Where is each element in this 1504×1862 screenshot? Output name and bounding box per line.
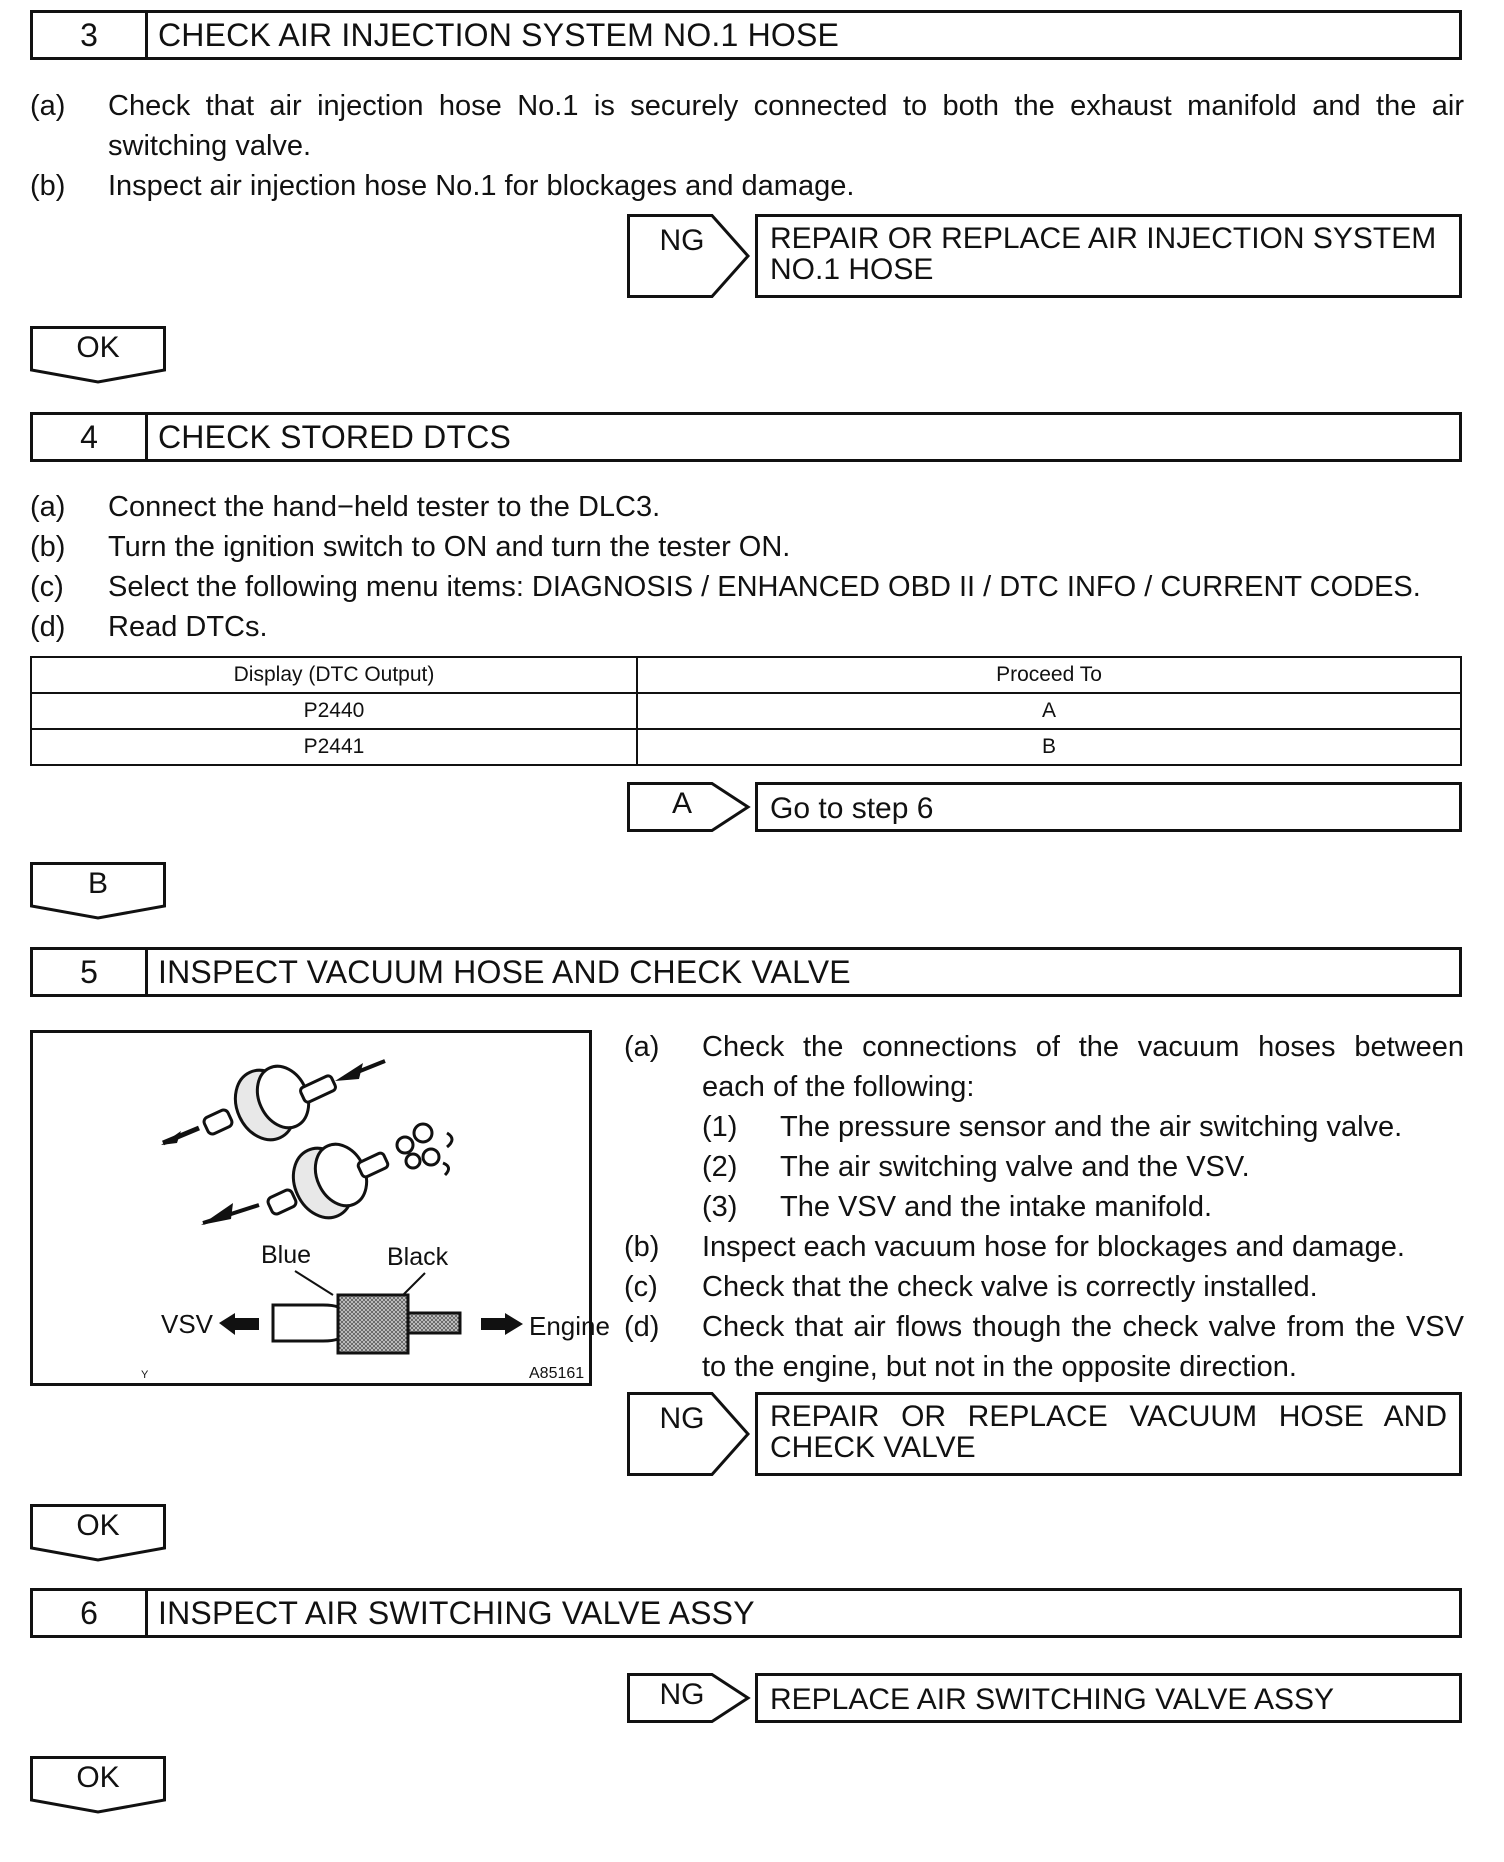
ok-button[interactable] [30, 326, 166, 384]
table-cell: P2440 [31, 693, 637, 729]
air-puff-icon [397, 1124, 452, 1175]
ng-arrow-tag[interactable] [627, 214, 751, 298]
ok-button[interactable] [30, 1504, 166, 1562]
step-6-header [30, 1588, 1462, 1638]
item-label: (a) [30, 90, 66, 122]
step-3-header [30, 10, 1462, 60]
ok-button[interactable] [30, 1756, 166, 1814]
item-label: (a) [624, 1031, 660, 1063]
item-text: Read DTCs. [108, 611, 268, 643]
ng-label: NG [659, 224, 705, 257]
step-4-header [30, 412, 1462, 462]
ng-label: NG [659, 1678, 705, 1711]
ng-arrow-tag[interactable] [627, 1673, 751, 1723]
step-number: 4 [33, 415, 148, 459]
item-text: Check that the check valve is correctly installed. [702, 1271, 1318, 1303]
a-result-box [755, 782, 1462, 832]
valve-top-icon [202, 1058, 336, 1150]
item-text: Inspect air injection hose No.1 for blockages and damage. [108, 170, 855, 202]
step-title: INSPECT AIR SWITCHING VALVE ASSY [158, 1594, 755, 1631]
subitem-label: (3) [702, 1191, 738, 1223]
step-5-header [30, 947, 1462, 997]
item-text: Turn the ignition switch to ON and turn the tester ON. [108, 531, 791, 563]
item-text: Check that air injection hose No.1 is securely connected to both the exhaust manifold and the air [108, 90, 1464, 122]
ng-result-box [755, 1392, 1462, 1476]
check-valve-illustration [33, 1033, 610, 1383]
item-text-cont: to the engine, but not in the opposite direction. [702, 1351, 1297, 1383]
check-valve-body [338, 1295, 408, 1353]
result-line: REPAIR OR REPLACE AIR INJECTION SYSTEM [770, 222, 1437, 255]
item-label: (c) [624, 1271, 658, 1303]
result-line: Go to step 6 [770, 792, 934, 825]
item-text: Select the following menu items: DIAGNOSIS / ENHANCED OBD II / DTC INFO / CURRENT CODES. [108, 571, 1421, 603]
table-cell: P2441 [31, 729, 637, 765]
item-text: Inspect each vacuum hose for blockages and damage. [702, 1231, 1405, 1263]
subitem-text: The VSV and the intake manifold. [780, 1191, 1213, 1223]
ng-label: NG [659, 1402, 705, 1435]
subitem-label: (2) [702, 1151, 738, 1183]
item-text: Check the connections of the vacuum hoses between [702, 1031, 1464, 1063]
engine-label: Engine [529, 1311, 610, 1341]
vsv-label: VSV [161, 1309, 214, 1339]
a-label: A [671, 787, 692, 820]
item-text-cont: each of the following: [702, 1071, 975, 1103]
table-row [31, 729, 1461, 765]
item-label: (d) [30, 611, 66, 643]
step-title: CHECK STORED DTCS [158, 418, 512, 455]
result-line: REPLACE AIR SWITCHING VALVE ASSY [770, 1683, 1335, 1716]
item-label: (b) [30, 170, 66, 202]
ok-label: OK [76, 331, 120, 364]
dtc-table [30, 656, 1462, 766]
table-cell: A [637, 693, 1461, 729]
column-header: Display (DTC Output) [31, 657, 637, 693]
blue-label: Blue [261, 1241, 312, 1269]
step-number: 3 [33, 13, 148, 57]
result-line: NO.1 HOSE [770, 253, 934, 286]
step-title: CHECK AIR INJECTION SYSTEM NO.1 HOSE [158, 16, 840, 53]
item-text-cont: switching valve. [108, 130, 312, 162]
item-text: Check that air flows though the check valve from the VSV [702, 1311, 1464, 1343]
subitem-text: The air switching valve and the VSV. [780, 1151, 1250, 1183]
subitem-label: (1) [702, 1111, 738, 1143]
ng-result-box [755, 1673, 1462, 1723]
arrow-left-icon [219, 1313, 259, 1335]
step-number: 6 [33, 1591, 148, 1635]
table-cell: B [637, 729, 1461, 765]
ng-result-box [755, 214, 1462, 298]
result-line: REPAIR OR REPLACE VACUUM HOSE AND [770, 1400, 1447, 1433]
subitem-text: The pressure sensor and the air switching valve. [780, 1111, 1403, 1143]
step-number: 5 [33, 950, 148, 994]
item-label: (c) [30, 571, 64, 603]
item-text: Connect the hand−held tester to the DLC3. [108, 491, 661, 523]
table-row [31, 693, 1461, 729]
b-button[interactable] [30, 862, 166, 920]
item-label: (b) [624, 1231, 660, 1263]
figure-corner-mark: Y [141, 1369, 149, 1381]
ok-label: OK [76, 1509, 120, 1542]
check-valve-figure [30, 1030, 610, 1386]
valve-bottom-icon [266, 1136, 389, 1228]
table-header-row [31, 657, 1461, 693]
item-label: (a) [30, 491, 66, 523]
item-label: (b) [30, 531, 66, 563]
black-label: Black [387, 1243, 449, 1271]
ng-arrow-tag[interactable] [627, 1392, 751, 1476]
arrow-right-icon [481, 1313, 523, 1335]
step-title: INSPECT VACUUM HOSE AND CHECK VALVE [158, 953, 851, 990]
a-arrow-tag[interactable] [627, 782, 751, 832]
item-label: (d) [624, 1311, 660, 1343]
column-header: Proceed To [637, 657, 1461, 693]
figure-code: A85161 [529, 1365, 585, 1382]
b-label: B [87, 867, 108, 900]
ok-label: OK [76, 1761, 120, 1794]
result-line: CHECK VALVE [770, 1431, 976, 1464]
